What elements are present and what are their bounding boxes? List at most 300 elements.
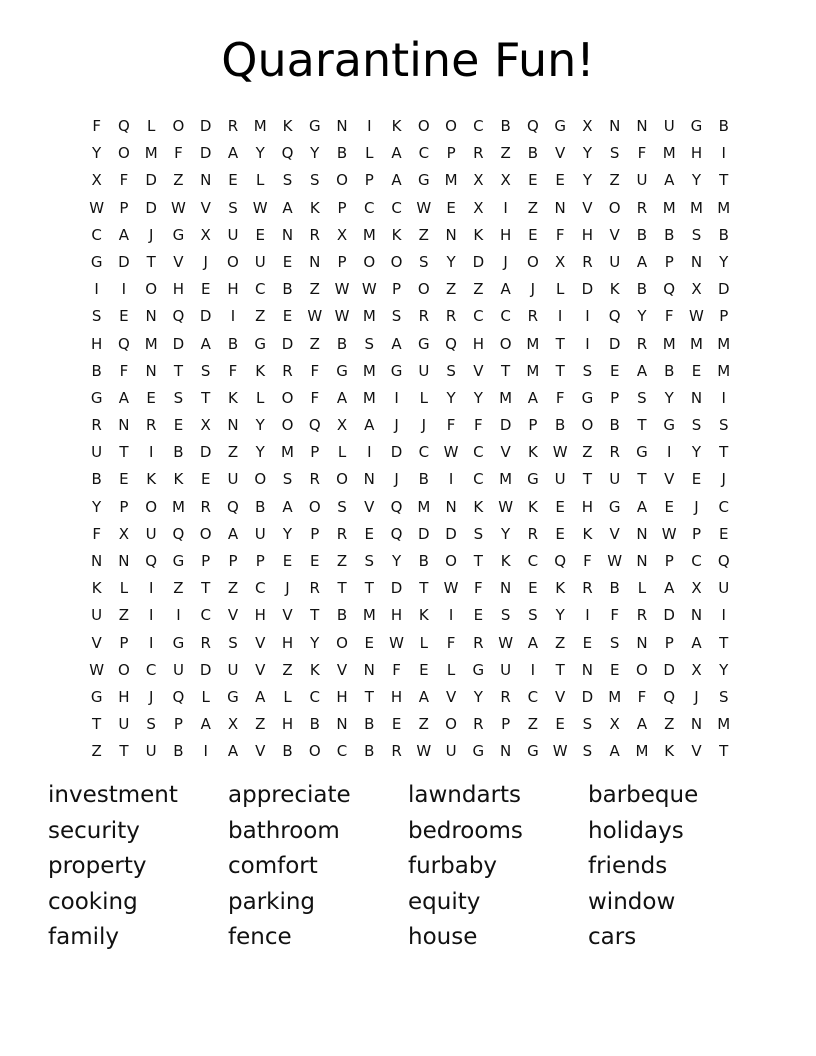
grid-letter: E: [119, 307, 129, 326]
grid-letter: S: [91, 307, 102, 326]
grid-letter: R: [473, 633, 484, 652]
grid-letter: O: [117, 660, 130, 679]
word-bank-item: bedrooms: [408, 817, 523, 844]
grid-letter: S: [337, 497, 347, 516]
grid-letter: D: [663, 606, 675, 625]
grid-letter: Z: [227, 579, 239, 598]
grid-letter: L: [419, 633, 428, 652]
grid-letter: O: [499, 334, 512, 353]
grid-letter: O: [636, 660, 648, 679]
grid-letter: E: [200, 280, 211, 299]
grid-letter: S: [691, 416, 702, 435]
grid-letter: I: [176, 606, 181, 625]
word-bank-item: holidays: [588, 817, 684, 844]
grid-letter: W: [89, 660, 105, 679]
grid-letter: P: [664, 552, 674, 570]
grid-letter: C: [145, 660, 157, 679]
grid-letter: T: [555, 361, 565, 380]
grid-letter: P: [119, 633, 129, 652]
grid-letter: H: [254, 606, 266, 625]
grid-letter: Z: [227, 443, 239, 462]
grid-letter: J: [148, 687, 154, 706]
grid-letter: P: [528, 416, 538, 435]
grid-letter: G: [254, 334, 267, 353]
grid-letter: F: [392, 660, 401, 679]
grid-letter: J: [721, 470, 726, 489]
grid-letter: B: [527, 144, 539, 163]
grid-letter: D: [145, 198, 157, 217]
grid-letter: T: [173, 361, 184, 380]
grid-letter: A: [391, 334, 402, 353]
grid-letter: B: [718, 117, 729, 135]
grid-letter: L: [419, 388, 428, 407]
grid-letter: T: [719, 633, 729, 652]
grid-letter: A: [282, 497, 293, 516]
grid-letter: E: [364, 524, 375, 543]
grid-letter: P: [119, 198, 129, 217]
grid-letter: W: [334, 307, 350, 326]
grid-letter: N: [336, 117, 348, 135]
word-bank-item: equity: [408, 888, 481, 915]
grid-letter: O: [145, 497, 158, 516]
grid-letter: I: [503, 198, 508, 217]
grid-letter: U: [172, 660, 184, 679]
grid-letter: K: [527, 497, 538, 516]
grid-letter: S: [364, 334, 375, 353]
grid-letter: D: [199, 144, 212, 163]
grid-letter: S: [309, 171, 320, 190]
grid-letter: I: [121, 280, 127, 299]
grid-letter: C: [500, 307, 511, 326]
grid-letter: F: [119, 171, 129, 190]
grid-letter: K: [282, 117, 293, 135]
grid-letter: Y: [310, 144, 320, 163]
grid-letter: J: [285, 579, 290, 598]
grid-letter: R: [527, 524, 539, 543]
page-title: Quarantine Fun!: [221, 33, 595, 87]
grid-letter: Q: [172, 524, 185, 543]
grid-letter: M: [662, 144, 676, 163]
grid-letter: D: [499, 416, 512, 435]
grid-letter: N: [636, 552, 648, 570]
grid-letter: R: [527, 307, 539, 326]
grid-letter: A: [500, 280, 511, 299]
grid-row: [83, 466, 737, 493]
grid-letter: P: [501, 715, 511, 734]
grid-letter: Q: [608, 307, 621, 326]
grid-letter: I: [721, 388, 726, 407]
grid-letter: Z: [282, 660, 293, 679]
word-bank-item: security: [48, 817, 140, 844]
grid-letter: R: [500, 687, 511, 706]
grid-letter: G: [690, 117, 703, 135]
grid-letter: B: [282, 742, 293, 761]
grid-letter: M: [144, 144, 158, 163]
grid-letter: R: [636, 606, 648, 625]
grid-letter: A: [200, 334, 211, 353]
grid-letter: F: [446, 416, 456, 435]
grid-letter: G: [418, 171, 430, 190]
grid-letter: S: [528, 606, 538, 625]
grid-letter: W: [498, 633, 514, 652]
word-bank-item: cooking: [48, 888, 138, 915]
grid-letter: U: [254, 252, 266, 271]
grid-letter: V: [173, 252, 184, 271]
grid-letter: T: [555, 334, 565, 353]
grid-letter: P: [446, 144, 456, 163]
grid-letter: W: [689, 307, 704, 326]
grid-letter: V: [336, 660, 348, 679]
grid-letter: G: [172, 552, 185, 570]
grid-letter: Q: [172, 687, 185, 706]
grid-letter: B: [309, 715, 320, 734]
grid-letter: X: [582, 117, 593, 135]
grid-letter: F: [310, 388, 320, 407]
grid-letter: W: [552, 443, 568, 462]
grid-letter: Y: [255, 144, 265, 163]
grid-letter: Y: [391, 552, 402, 570]
grid-letter: E: [691, 361, 702, 380]
grid-letter: V: [255, 742, 266, 761]
grid-letter: A: [636, 715, 648, 734]
grid-letter: I: [530, 660, 536, 679]
grid-letter: H: [336, 687, 348, 706]
grid-letter: X: [336, 416, 348, 435]
grid-letter: S: [637, 388, 647, 407]
grid-letter: D: [390, 443, 403, 462]
grid-letter: C: [473, 470, 484, 489]
grid-letter: C: [364, 198, 375, 217]
grid-letter: F: [228, 361, 238, 380]
grid-letter: X: [227, 715, 239, 734]
grid-letter: E: [310, 552, 320, 570]
grid-row: [83, 602, 737, 629]
grid-letter: W: [361, 280, 377, 299]
grid-letter: O: [363, 252, 376, 271]
grid-letter: Y: [719, 252, 729, 271]
grid-letter: Z: [609, 171, 620, 190]
grid-letter: Z: [118, 606, 130, 625]
grid-letter: W: [334, 280, 350, 299]
grid-letter: Q: [145, 552, 158, 570]
grid-letter: N: [118, 416, 130, 435]
grid-letter: I: [721, 144, 726, 163]
grid-letter: M: [171, 497, 185, 516]
grid-row: [83, 439, 737, 466]
grid-letter: E: [119, 470, 129, 489]
grid-letter: S: [582, 361, 593, 380]
grid-letter: W: [252, 198, 268, 217]
grid-letter: P: [610, 388, 620, 407]
grid-letter: C: [418, 144, 430, 163]
grid-letter: O: [526, 252, 539, 271]
grid-letter: Y: [255, 443, 265, 462]
grid-letter: Y: [582, 144, 592, 163]
grid-letter: A: [227, 524, 239, 543]
grid-letter: L: [256, 171, 265, 190]
grid-row: [83, 331, 737, 358]
grid-letter: G: [472, 660, 485, 679]
word-bank: [48, 778, 768, 956]
grid-letter: L: [337, 443, 347, 462]
grid-row: [83, 548, 737, 575]
grid-letter: O: [308, 497, 321, 516]
grid-letter: I: [585, 334, 590, 353]
grid-letter: P: [255, 552, 265, 570]
grid-letter: V: [500, 443, 511, 462]
grid-letter: C: [336, 742, 348, 761]
grid-letter: T: [337, 579, 347, 598]
grid-letter: B: [636, 225, 648, 244]
grid-letter: M: [662, 198, 676, 217]
grid-letter: B: [364, 742, 375, 761]
grid-letter: W: [389, 633, 404, 652]
grid-letter: R: [309, 579, 320, 598]
grid-letter: U: [145, 742, 157, 761]
grid-letter: E: [364, 633, 375, 652]
grid-letter: Q: [281, 144, 294, 163]
grid-letter: F: [92, 117, 101, 135]
grid-letter: K: [473, 225, 484, 244]
grid-letter: B: [173, 443, 184, 462]
grid-letter: L: [146, 117, 156, 135]
grid-letter: B: [173, 742, 184, 761]
grid-letter: L: [201, 687, 210, 706]
grid-letter: Y: [282, 524, 293, 543]
word-bank-item: barbeque: [588, 782, 699, 808]
grid-letter: F: [610, 606, 619, 625]
grid-letter: S: [391, 307, 402, 326]
grid-letter: N: [636, 524, 648, 543]
grid-letter: X: [691, 660, 702, 679]
grid-letter: I: [585, 606, 590, 625]
grid-letter: V: [691, 742, 702, 761]
grid-letter: U: [91, 443, 103, 462]
grid-letter: E: [282, 307, 293, 326]
grid-letter: H: [281, 633, 294, 652]
grid-row: [83, 113, 737, 140]
grid-letter: C: [527, 687, 539, 706]
grid-letter: M: [608, 687, 622, 706]
grid-letter: L: [555, 280, 565, 299]
grid-letter: Q: [663, 687, 676, 706]
grid-letter: I: [585, 307, 590, 326]
grid-letter: Y: [637, 307, 647, 326]
grid-letter: U: [718, 579, 730, 598]
grid-letter: T: [146, 252, 156, 271]
grid-letter: M: [253, 117, 267, 135]
grid-letter: P: [691, 524, 701, 543]
grid-letter: T: [119, 443, 129, 462]
grid-letter: P: [310, 524, 320, 543]
grid-letter: B: [609, 579, 620, 598]
grid-letter: P: [228, 552, 238, 570]
grid-letter: P: [664, 633, 674, 652]
grid-letter: M: [717, 198, 731, 217]
grid-letter: A: [255, 687, 266, 706]
grid-letter: J: [503, 252, 508, 271]
grid-letter: Z: [500, 144, 511, 163]
grid-letter: G: [90, 252, 103, 271]
grid-letter: O: [281, 416, 294, 435]
grid-letter: B: [555, 416, 566, 435]
grid-letter: Y: [582, 171, 592, 190]
grid-letter: Q: [445, 334, 457, 353]
grid-letter: W: [171, 198, 186, 217]
grid-letter: D: [281, 334, 294, 353]
grid-letter: Y: [501, 524, 511, 543]
grid-letter: O: [336, 633, 348, 652]
grid-letter: X: [609, 715, 620, 734]
grid-letter: J: [694, 687, 699, 706]
grid-row: [83, 684, 737, 711]
grid-letter: S: [609, 633, 620, 652]
grid-letter: G: [527, 742, 539, 761]
grid-letter: V: [582, 198, 593, 217]
grid-letter: T: [719, 171, 729, 190]
word-bank-item: bathroom: [228, 817, 340, 844]
grid-letter: F: [637, 144, 647, 163]
grid-letter: U: [118, 715, 130, 734]
grid-letter: B: [336, 606, 348, 625]
grid-letter: R: [636, 198, 648, 217]
grid-letter: L: [365, 144, 374, 163]
grid-letter: G: [172, 633, 185, 652]
grid-letter: W: [607, 552, 623, 570]
word-bank-item: cars: [588, 924, 637, 951]
grid-letter: G: [172, 225, 185, 244]
grid-letter: R: [145, 416, 157, 435]
grid-letter: V: [255, 660, 266, 679]
grid-letter: B: [418, 470, 429, 489]
grid-letter: H: [281, 715, 294, 734]
grid-row: [83, 167, 737, 194]
grid-letter: A: [227, 144, 239, 163]
grid-letter: E: [691, 470, 702, 489]
grid-letter: G: [418, 334, 430, 353]
grid-letter: N: [636, 633, 648, 652]
grid-letter: Z: [527, 198, 539, 217]
grid-letter: I: [367, 117, 372, 135]
grid-letter: D: [581, 687, 594, 706]
grid-letter: D: [390, 579, 403, 598]
grid-letter: N: [609, 117, 621, 135]
grid-letter: K: [91, 579, 102, 598]
grid-letter: Q: [172, 307, 185, 326]
grid-letter: D: [581, 280, 594, 299]
grid-letter: M: [690, 198, 703, 217]
word-bank-item: investment: [48, 782, 178, 808]
grid-letter: W: [443, 443, 459, 462]
grid-letter: J: [203, 252, 208, 271]
grid-letter: N: [118, 552, 130, 570]
grid-letter: Y: [691, 171, 702, 190]
grid-letter: G: [336, 361, 348, 380]
grid-letter: S: [691, 225, 702, 244]
grid-letter: G: [527, 470, 539, 489]
grid-letter: X: [200, 225, 211, 244]
grid-letter: M: [417, 497, 431, 516]
grid-letter: Z: [91, 742, 102, 761]
grid-letter: U: [663, 117, 675, 135]
grid-letter: Q: [227, 497, 239, 516]
grid-letter: O: [417, 280, 430, 299]
word-bank-item: fence: [228, 924, 292, 951]
grid-letter: P: [310, 443, 320, 462]
grid-letter: N: [281, 225, 294, 244]
grid-letter: U: [227, 225, 239, 244]
grid-letter: H: [172, 280, 185, 299]
grid-letter: Z: [555, 633, 566, 652]
grid-letter: I: [367, 443, 372, 462]
grid-letter: Y: [446, 388, 456, 407]
word-bank-item: comfort: [228, 853, 318, 880]
grid-letter: Z: [255, 307, 266, 326]
grid-letter: B: [664, 361, 675, 380]
word-bank-item: furbaby: [408, 853, 498, 880]
letter-grid: [83, 113, 737, 766]
grid-letter: K: [473, 497, 484, 516]
grid-letter: S: [200, 361, 211, 380]
word-bank-item: property: [48, 853, 147, 880]
grid-letter: T: [92, 715, 102, 734]
grid-letter: N: [690, 388, 703, 407]
grid-letter: G: [90, 687, 103, 706]
grid-letter: N: [500, 742, 512, 761]
grid-letter: G: [308, 117, 321, 135]
grid-letter: T: [310, 606, 320, 625]
grid-letter: A: [282, 198, 293, 217]
grid-letter: M: [499, 388, 513, 407]
grid-letter: Z: [309, 280, 320, 299]
grid-letter: H: [390, 687, 403, 706]
grid-letter: E: [719, 524, 729, 543]
grid-letter: Y: [719, 660, 729, 679]
grid-letter: V: [255, 633, 266, 652]
grid-letter: Z: [255, 715, 266, 734]
grid-letter: R: [309, 225, 320, 244]
grid-letter: F: [555, 225, 565, 244]
grid-letter: E: [555, 497, 565, 516]
grid-letter: E: [555, 715, 565, 734]
grid-letter: C: [254, 579, 266, 598]
grid-letter: N: [200, 171, 212, 190]
grid-letter: S: [146, 715, 156, 734]
grid-letter: Z: [473, 280, 484, 299]
grid-row: [83, 276, 737, 303]
grid-row: [83, 738, 737, 765]
grid-letter: E: [446, 198, 456, 217]
grid-letter: E: [582, 633, 593, 652]
grid-letter: N: [145, 361, 157, 380]
grid-letter: W: [416, 198, 432, 217]
grid-letter: Y: [691, 443, 702, 462]
grid-letter: R: [309, 470, 320, 489]
grid-row: [83, 249, 737, 276]
grid-letter: M: [526, 361, 540, 380]
grid-letter: W: [89, 198, 105, 217]
grid-letter: F: [474, 416, 483, 435]
grid-letter: W: [498, 497, 514, 516]
grid-letter: Z: [309, 334, 320, 353]
grid-letter: A: [636, 497, 648, 516]
grid-letter: C: [200, 606, 211, 625]
grid-letter: J: [530, 280, 536, 299]
grid-letter: L: [256, 388, 265, 407]
grid-letter: S: [228, 198, 238, 217]
grid-letter: O: [390, 252, 403, 271]
grid-letter: Y: [555, 606, 565, 625]
